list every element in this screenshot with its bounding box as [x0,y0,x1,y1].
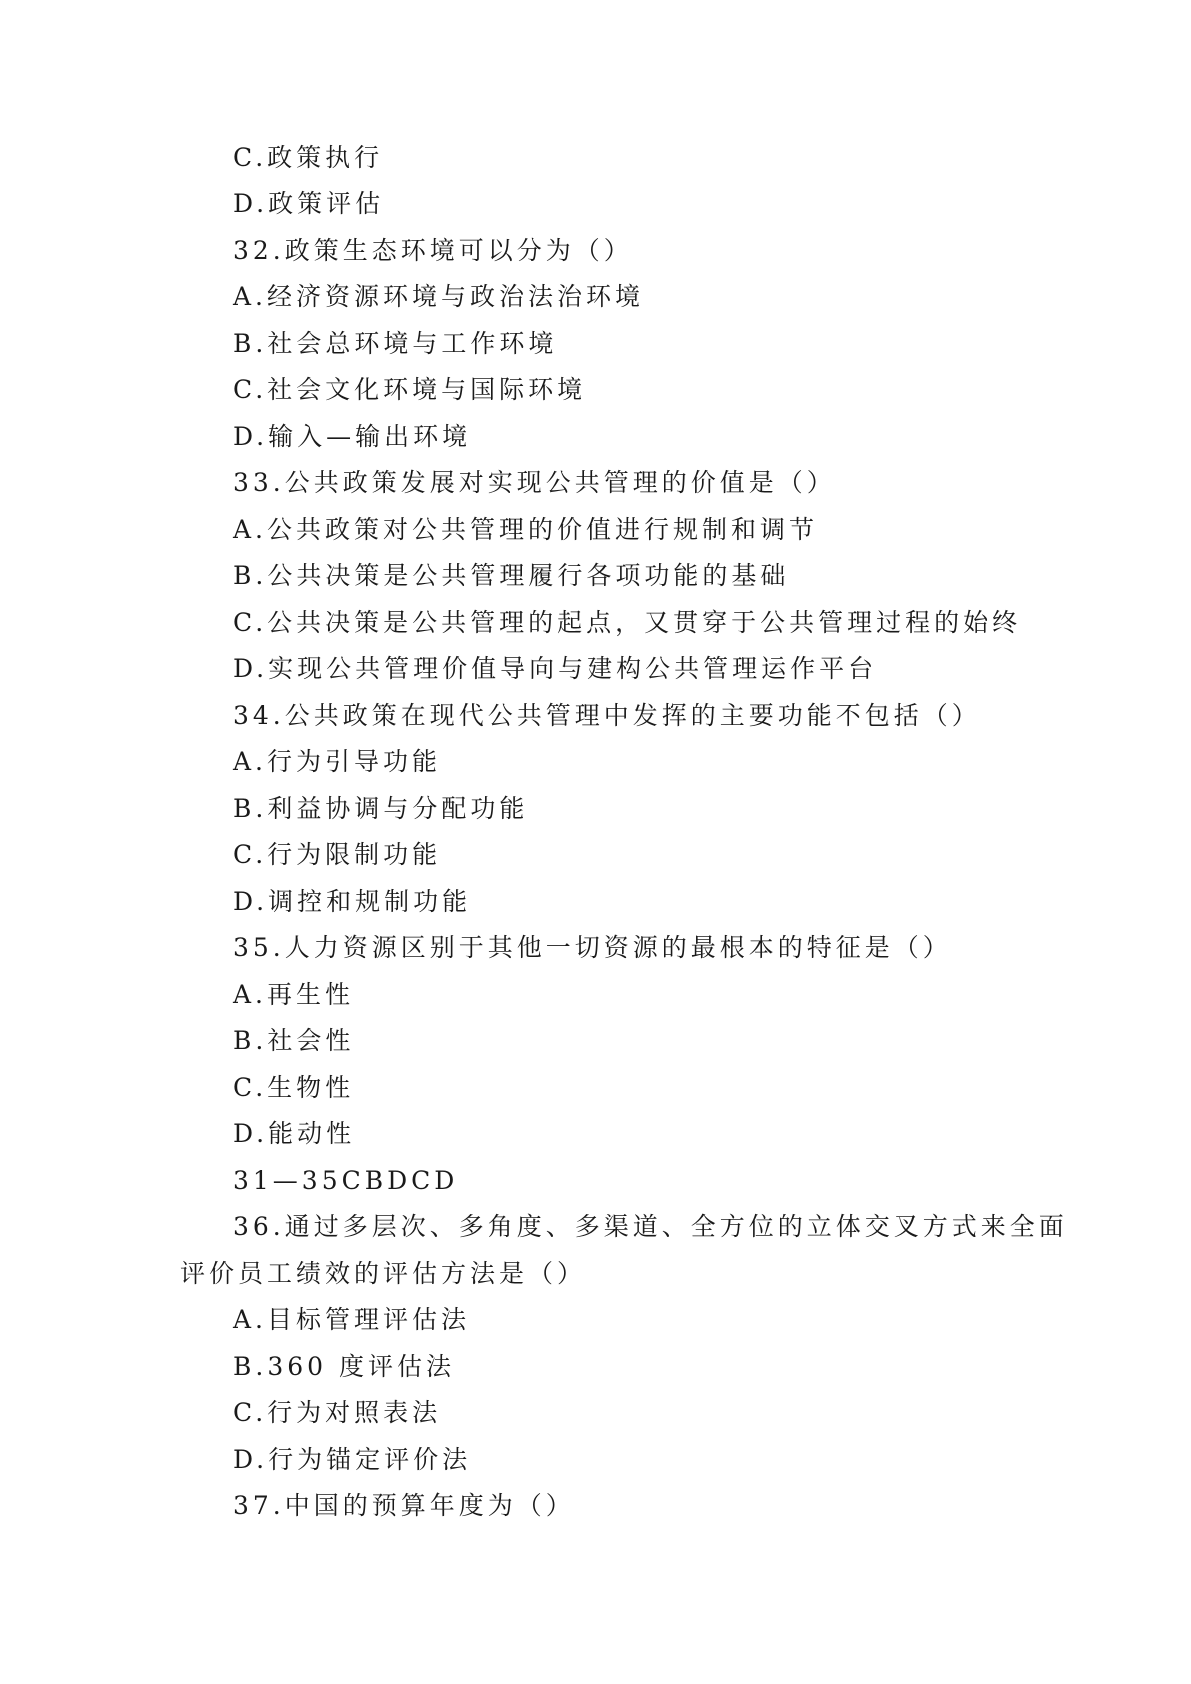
question-32: 32.政策生态环境可以分为（） [233,236,633,265]
question-36: 36.通过多层次、多角度、多渠道、全方位的立体交叉方式来全面 [233,1212,1068,1241]
question-36-continued: 评价员工绩效的评估方法是（） [180,1259,587,1288]
option-36-c: C.行为对照表法 [233,1398,442,1427]
answer-key-31-35: 31—35CBDCD [233,1166,459,1195]
option-34-a: A.行为引导功能 [233,747,442,776]
option-36-b: B.360 度评估法 [233,1352,455,1381]
option-33-c: C.公共决策是公共管理的起点，又贯穿于公共管理过程的始终 [233,608,1022,637]
option-35-a: A.再生性 [233,980,355,1009]
question-37: 37.中国的预算年度为（） [233,1491,575,1520]
option-35-d: D.能动性 [233,1119,356,1148]
option-31-c: C.政策执行 [233,143,384,172]
option-31-d: D.政策评估 [233,189,385,218]
option-34-c: C.行为限制功能 [233,840,442,869]
question-34: 34.公共政策在现代公共管理中发挥的主要功能不包括（） [233,701,981,730]
question-33: 33.公共政策发展对实现公共管理的价值是（） [233,468,836,497]
option-35-b: B.社会性 [233,1026,355,1055]
option-32-c: C.社会文化环境与国际环境 [233,375,587,404]
option-32-b: B.社会总环境与工作环境 [233,329,558,358]
option-33-b: B.公共决策是公共管理履行各项功能的基础 [233,561,790,590]
option-36-d: D.行为锚定评价法 [233,1445,472,1474]
option-35-c: C.生物性 [233,1073,355,1102]
option-33-d: D.实现公共管理价值导向与建构公共管理运作平台 [233,654,878,683]
option-32-a: A.经济资源环境与政治法治环境 [233,282,645,311]
question-35: 35.人力资源区别于其他一切资源的最根本的特征是（） [233,933,952,962]
option-32-d: D.输入—输出环境 [233,422,472,451]
option-33-a: A.公共政策对公共管理的价值进行规制和调节 [233,515,819,544]
option-34-b: B.利益协调与分配功能 [233,794,529,823]
option-36-a: A.目标管理评估法 [233,1305,471,1334]
option-34-d: D.调控和规制功能 [233,887,472,916]
